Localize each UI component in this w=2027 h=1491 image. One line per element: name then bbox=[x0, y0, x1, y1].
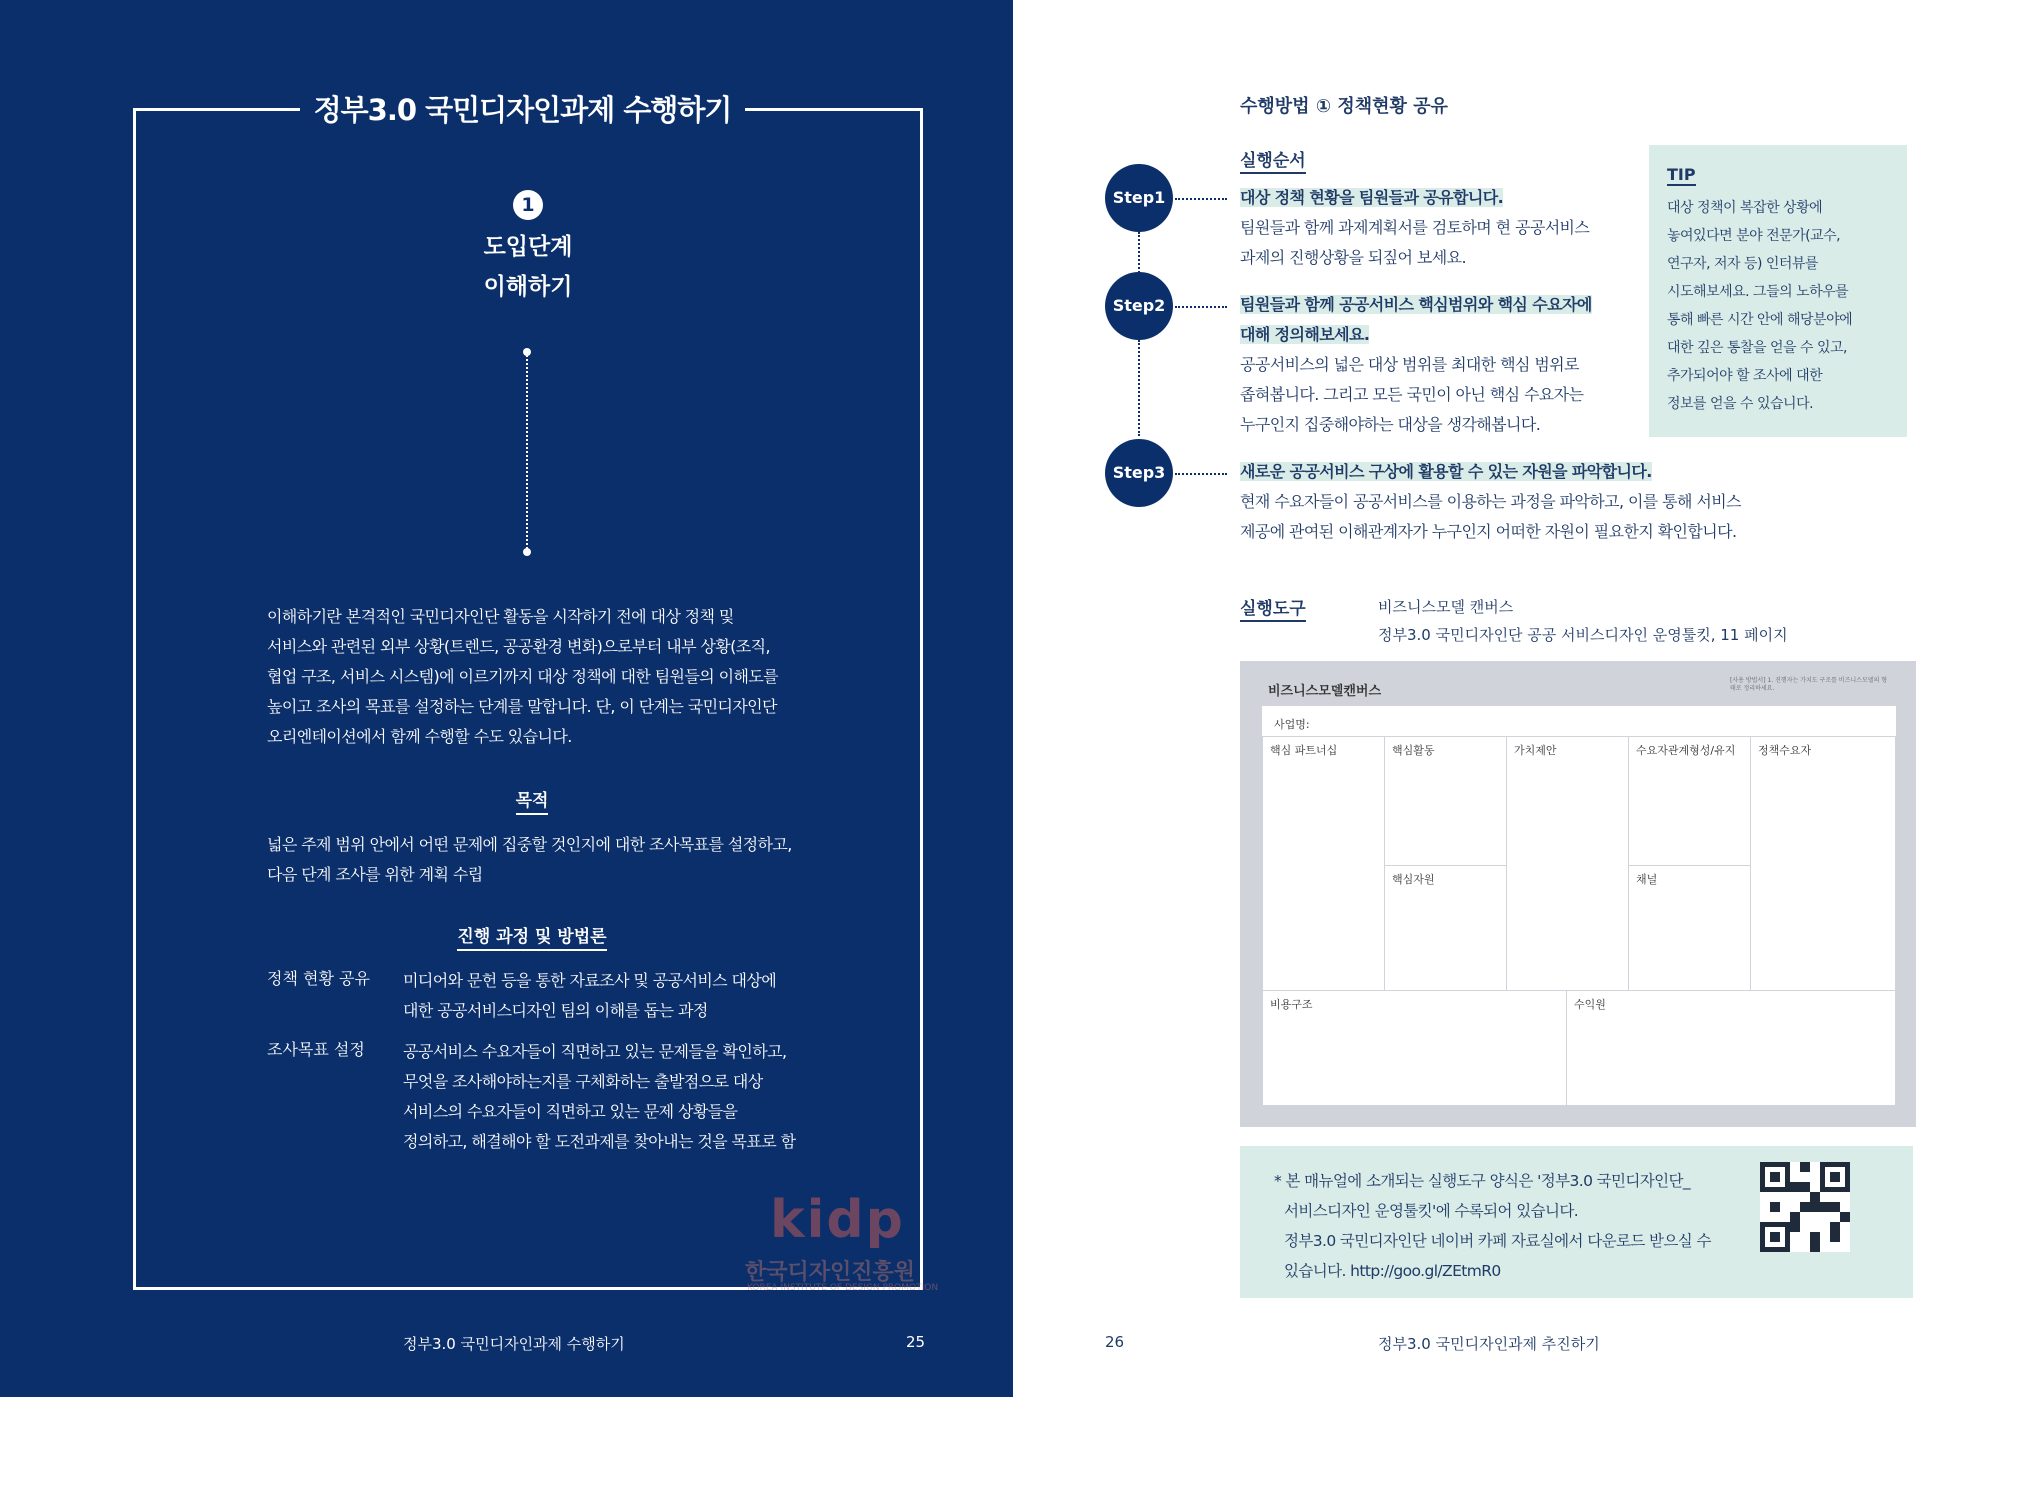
purpose-text bbox=[267, 830, 812, 890]
step3-highlight: 새로운 공공서비스 구상에 활용할 수 있는 자원을 파악합니다. bbox=[1240, 462, 1652, 481]
canvas-cell-relations: 수요자관계형성/유지 bbox=[1628, 736, 1751, 866]
tool-source: 정부3.0 국민디자인단 공공 서비스디자인 운영툴킷, 11 페이지 bbox=[1378, 626, 1788, 644]
canvas-sheet bbox=[1262, 706, 1896, 1106]
frame-title: 정부3.0 국민디자인과제 수행하기 bbox=[300, 88, 745, 129]
step1-highlight: 대상 정책 현황을 팀원들과 공유합니다. bbox=[1240, 188, 1504, 207]
timeline-connector bbox=[1138, 232, 1140, 276]
tip-box bbox=[1649, 145, 1907, 437]
canvas-cell-segments: 정책수요자 bbox=[1750, 736, 1896, 991]
step2-highlight: 대해 정의해보세요. bbox=[1240, 325, 1370, 344]
canvas-note: [사용 방법서] 1. 진행자는 가치도 구조를 비즈니스모델의 형태로 정리하세요. bbox=[1730, 677, 1888, 692]
stage-number-badge: 1 bbox=[513, 190, 543, 220]
canvas-cell-cost: 비용구조 bbox=[1262, 990, 1567, 1106]
left-page bbox=[0, 0, 1013, 1397]
step3-connector bbox=[1175, 473, 1227, 475]
step1-connector bbox=[1175, 198, 1227, 200]
step2-text: 팀원들과 함께 공공서비스 핵심범위와 핵심 수요자에 대해 정의해보세요. 공공서비스의 넓은 대상 범위를 최대한 핵심 범위로 좁혀봅니다. 그리고 모든 국민이 아닌 핵심 수요자는 누구인지 집중해야하는 대상을 생각해봅니다. bbox=[1240, 295, 1592, 434]
canvas-title: 비즈니스모델캔버스 bbox=[1268, 684, 1382, 699]
tool-name: 비즈니스모델 캔버스 bbox=[1378, 598, 1514, 616]
intro-line: 협업 구조, 서비스 시스템)에 이르기까지 대상 정책에 대한 팀원들의 이해도를 bbox=[267, 667, 779, 686]
timeline-connector bbox=[1138, 340, 1140, 436]
intro-line: 이해하기란 본격적인 국민디자인단 활동을 시작하기 전에 대상 정책 및 bbox=[267, 607, 734, 626]
step1-circle: Step1 bbox=[1105, 164, 1173, 232]
download-note-text: * 본 매뉴얼에 소개되는 실행도구 양식은 '정부3.0 국민디자인단_ 서비스디자인 운영툴킷'에 수록되어 있습니다. 정부3.0 국민디자인단 네이버 카페 자료실에서 다운로드 받으실 수 있습니다. http://goo.gl/ZEtmR0 bbox=[1274, 1172, 1711, 1280]
step3-circle: Step3 bbox=[1105, 439, 1173, 507]
qr-code-icon[interactable] bbox=[1760, 1162, 1850, 1252]
step2-connector bbox=[1175, 306, 1227, 308]
purpose-heading: 목적 bbox=[267, 786, 797, 811]
order-heading: 실행순서 bbox=[1240, 146, 1306, 174]
page-number: 26 bbox=[1105, 1333, 1125, 1351]
canvas-cell-partners: 핵심 파트너십 bbox=[1262, 736, 1385, 991]
tool-heading: 실행도구 bbox=[1240, 594, 1306, 622]
purpose-line: 다음 단계 조사를 위한 계획 수립 bbox=[267, 865, 483, 884]
canvas-cell-resources: 핵심자원 bbox=[1384, 865, 1507, 991]
process-label: 정책 현황 공유 bbox=[267, 969, 370, 988]
page-title: 수행방법 ① 정책현황 공유 bbox=[1240, 96, 1448, 117]
process-heading: 진행 과정 및 방법론 bbox=[267, 922, 797, 947]
business-model-canvas-image bbox=[1240, 661, 1916, 1127]
step2-highlight: 팀원들과 함께 공공서비스 핵심범위와 핵심 수요자에 bbox=[1240, 295, 1592, 314]
footer-title: 정부3.0 국민디자인과제 추진하기 bbox=[1378, 1335, 1600, 1353]
canvas-cell-activities: 핵심활동 bbox=[1384, 736, 1507, 866]
intro-line: 높이고 조사의 목표를 설정하는 단계를 말합니다. 단, 이 단계는 국민디자인단 bbox=[267, 697, 777, 716]
canvas-cell-channels: 채널 bbox=[1628, 865, 1751, 991]
intro-paragraph bbox=[267, 602, 797, 752]
canvas-cell-revenue: 수익원 bbox=[1566, 990, 1896, 1106]
process-label: 조사목표 설정 bbox=[267, 1040, 365, 1059]
stage-title-line2: 이해하기 bbox=[483, 274, 573, 300]
tip-heading: TIP bbox=[1667, 165, 1696, 184]
kidp-watermark-english: KOREA INSTITUTE OF DESIGN PROMOTION bbox=[747, 1283, 939, 1293]
download-note-box bbox=[1240, 1146, 1913, 1298]
step2-circle: Step2 bbox=[1105, 272, 1173, 340]
page-number: 25 bbox=[906, 1333, 926, 1351]
right-page bbox=[1013, 0, 2027, 1397]
footer-title: 정부3.0 국민디자인과제 수행하기 bbox=[403, 1335, 625, 1353]
canvas-business-name: 사업명: bbox=[1274, 718, 1310, 731]
process-description: 미디어와 문헌 등을 통한 자료조사 및 공공서비스 대상에 대한 공공서비스디자인 팀의 이해를 돕는 과정 bbox=[403, 971, 777, 1020]
kidp-watermark-logo: kidp bbox=[770, 1190, 905, 1250]
step3-text: 새로운 공공서비스 구상에 활용할 수 있는 자원을 파악합니다. 현재 수요자들이 공공서비스를 이용하는 과정을 파악하고, 이를 통해 서비스 제공에 관여된 이해관계자가 누구인지 어떠한 자원이 필요한지 확인합니다. bbox=[1240, 462, 1741, 541]
step1-text: 대상 정책 현황을 팀원들과 공유합니다. 팀원들과 함께 과제계획서를 검토하며 현 공공서비스 과제의 진행상황을 되짚어 보세요. bbox=[1240, 188, 1590, 267]
purpose-line: 넓은 주제 범위 안에서 어떤 문제에 집중할 것인지에 대한 조사목표를 설정하고, bbox=[267, 835, 792, 854]
vertical-dotted-line bbox=[526, 352, 528, 552]
stage-title-line1: 도입단계 bbox=[483, 234, 573, 260]
process-description: 공공서비스 수요자들이 직면하고 있는 문제들을 확인하고, 무엇을 조사해야하는지를 구체화하는 출발점으로 대상 서비스의 수요자들이 직면하고 있는 문제 상황들을 정의하고, 해결해야 할 도전과제를 찾아내는 것을 목표로 함 bbox=[403, 1042, 796, 1151]
canvas-cell-value: 가치제안 bbox=[1506, 736, 1629, 991]
intro-line: 오리엔테이션에서 함께 수행할 수도 있습니다. bbox=[267, 727, 572, 746]
intro-line: 서비스와 관련된 외부 상황(트렌드, 공공환경 변화)으로부터 내부 상황(조직, bbox=[267, 637, 770, 656]
kidp-watermark-korean: 한국디자인진흥원 bbox=[745, 1260, 916, 1285]
tip-body: 대상 정책이 복잡한 상황에 놓여있다면 분야 전문가(교수, 연구자, 저자 등) 인터뷰를 시도해보세요. 그들의 노하우를 통해 빠른 시간 안에 해당분야에 대한 깊은 통찰을 얻을 수 있고, 추가되어야 할 조사에 대한 정보를 얻을 수 있습니다. bbox=[1667, 200, 1853, 412]
dot-end bbox=[523, 548, 531, 556]
